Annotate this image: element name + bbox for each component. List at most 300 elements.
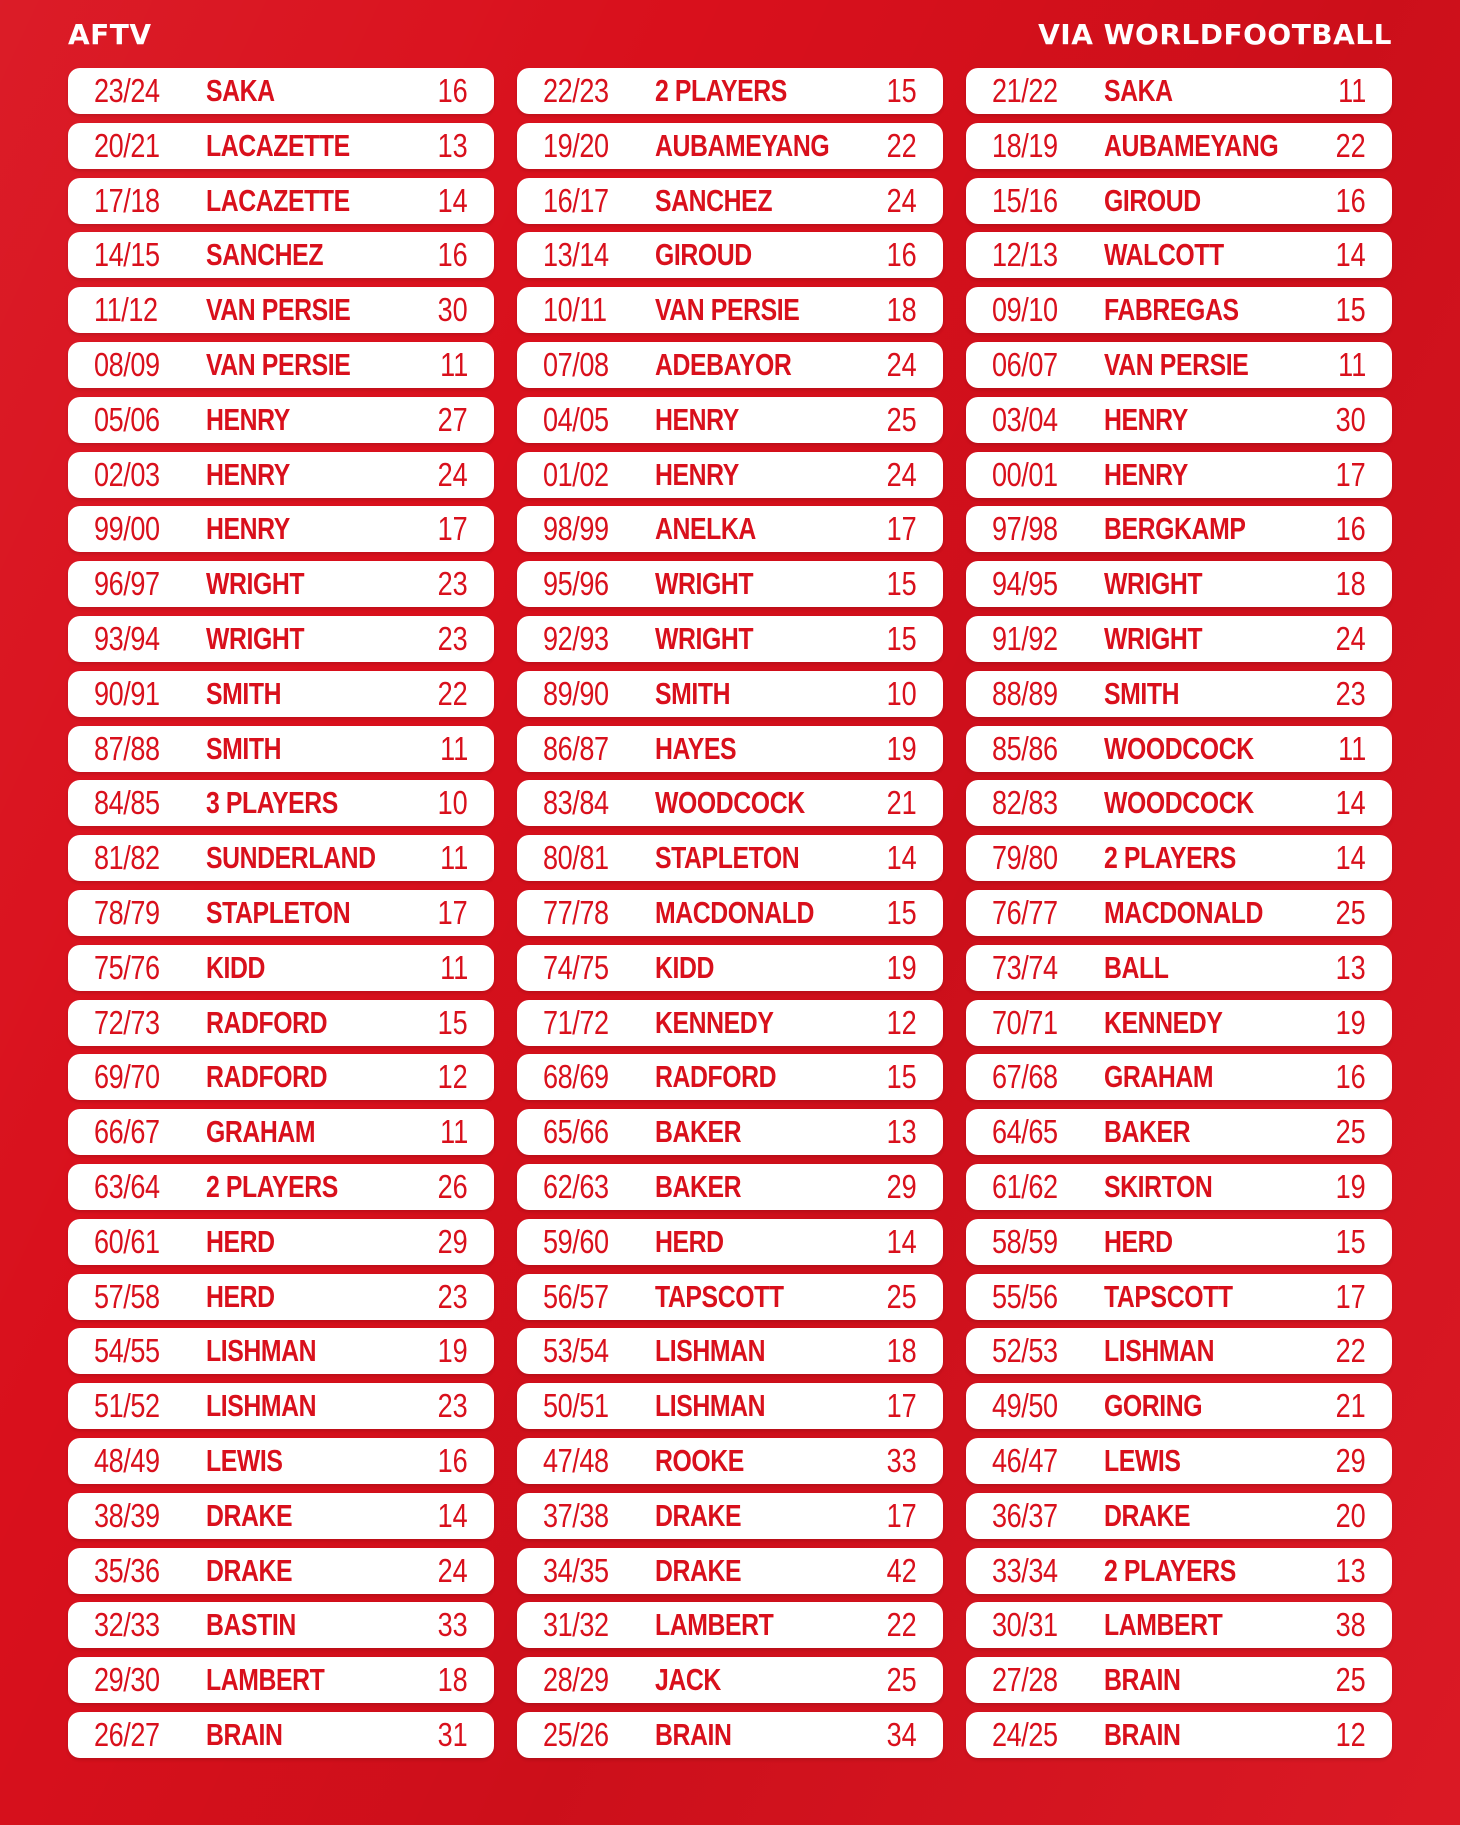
source-credit: VIA WORLDFOOTBALL (1038, 18, 1392, 51)
season-row (68, 561, 494, 607)
top-scorers-grid (68, 68, 1392, 1767)
goal-count: 33 (886, 1441, 917, 1479)
season-label: 29/30 (94, 1661, 160, 1699)
player-name: SMITH (206, 675, 282, 711)
season-row (966, 1657, 1392, 1703)
goal-count: 11 (1337, 72, 1366, 109)
player-name: AUBAMEYANG (655, 127, 830, 163)
goal-count: 42 (886, 1551, 917, 1589)
goal-count: 18 (886, 291, 917, 329)
season-row (517, 178, 943, 224)
season-row (517, 1328, 943, 1374)
goal-count: 19 (1335, 1167, 1366, 1205)
season-row (68, 1383, 494, 1429)
season-label: 67/68 (992, 1058, 1058, 1096)
player-name: AUBAMEYANG (1104, 127, 1279, 163)
player-name: GIROUD (655, 237, 752, 273)
season-row (517, 561, 943, 607)
goal-count: 12 (1335, 1715, 1366, 1753)
player-name: KIDD (655, 949, 715, 985)
season-row (517, 780, 943, 826)
season-label: 92/93 (543, 619, 609, 657)
season-row (517, 287, 943, 333)
season-label: 33/34 (992, 1551, 1058, 1589)
season-label: 81/82 (94, 839, 160, 877)
season-label: 06/07 (992, 345, 1058, 383)
season-row (68, 671, 494, 717)
season-label: 24/25 (992, 1715, 1058, 1753)
player-name: 2 PLAYERS (206, 1168, 338, 1204)
player-name: MACDONALD (655, 894, 814, 930)
player-name: STAPLETON (206, 894, 351, 930)
goal-count: 30 (437, 291, 468, 329)
season-row (68, 287, 494, 333)
player-name: BAKER (655, 1168, 742, 1204)
player-name: ROOKE (655, 1442, 744, 1478)
season-label: 75/76 (94, 948, 160, 986)
goal-count: 24 (437, 455, 468, 493)
season-row (966, 1712, 1392, 1758)
season-label: 07/08 (543, 345, 609, 383)
goal-count: 31 (437, 1715, 468, 1753)
goal-count: 23 (1335, 674, 1366, 712)
season-label: 91/92 (992, 619, 1058, 657)
season-label: 56/57 (543, 1277, 609, 1315)
goal-count: 11 (1337, 345, 1366, 383)
player-name: HENRY (1104, 456, 1188, 492)
player-name: 3 PLAYERS (206, 785, 338, 821)
player-name: WRIGHT (1104, 620, 1203, 656)
season-label: 78/79 (94, 893, 160, 931)
goal-count: 30 (1335, 400, 1366, 438)
player-name: KIDD (206, 949, 266, 985)
goal-count: 22 (1335, 1332, 1366, 1370)
season-label: 25/26 (543, 1715, 609, 1753)
player-name: DRAKE (206, 1497, 293, 1533)
season-column (966, 68, 1392, 1767)
player-name: ANELKA (655, 511, 756, 547)
season-label: 28/29 (543, 1661, 609, 1699)
season-row (68, 780, 494, 826)
season-label: 60/61 (94, 1222, 160, 1260)
goal-count: 26 (437, 1167, 468, 1205)
season-row (517, 1493, 943, 1539)
player-name: JACK (655, 1662, 721, 1698)
season-row (966, 1328, 1392, 1374)
season-label: 52/53 (992, 1332, 1058, 1370)
season-row (966, 452, 1392, 498)
season-row (966, 780, 1392, 826)
season-row (517, 1109, 943, 1155)
player-name: SUNDERLAND (206, 840, 376, 876)
season-row (966, 945, 1392, 991)
season-label: 26/27 (94, 1715, 160, 1753)
player-name: HENRY (206, 401, 290, 437)
season-label: 15/16 (992, 181, 1058, 219)
season-row (68, 1548, 494, 1594)
player-name: LEWIS (1104, 1442, 1181, 1478)
season-row (68, 342, 494, 388)
season-label: 69/70 (94, 1058, 160, 1096)
season-label: 65/66 (543, 1113, 609, 1151)
player-name: HENRY (206, 511, 290, 547)
goal-count: 23 (437, 565, 468, 603)
season-row (68, 232, 494, 278)
season-row (517, 1383, 943, 1429)
goal-count: 12 (437, 1058, 468, 1096)
goal-count: 14 (1335, 839, 1366, 877)
player-name: GIROUD (1104, 182, 1201, 218)
season-label: 64/65 (992, 1113, 1058, 1151)
player-name: LISHMAN (655, 1388, 766, 1424)
season-row (517, 397, 943, 443)
player-name: VAN PERSIE (206, 292, 351, 328)
player-name: TAPSCOTT (655, 1278, 784, 1314)
player-name: HENRY (206, 456, 290, 492)
player-name: WRIGHT (206, 620, 305, 656)
season-row (966, 1164, 1392, 1210)
player-name: LISHMAN (206, 1333, 317, 1369)
goal-count: 11 (439, 345, 468, 383)
season-row (966, 616, 1392, 662)
player-name: TAPSCOTT (1104, 1278, 1233, 1314)
player-name: STAPLETON (655, 840, 800, 876)
season-row (966, 1602, 1392, 1648)
player-name: DRAKE (1104, 1497, 1191, 1533)
season-label: 76/77 (992, 893, 1058, 931)
season-row (966, 287, 1392, 333)
goal-count: 11 (1337, 729, 1366, 767)
season-column (517, 68, 943, 1767)
goal-count: 29 (437, 1222, 468, 1260)
player-name: BRAIN (1104, 1662, 1181, 1698)
season-label: 68/69 (543, 1058, 609, 1096)
player-name: RADFORD (206, 1059, 328, 1095)
season-label: 77/78 (543, 893, 609, 931)
player-name: HERD (655, 1223, 724, 1259)
player-name: GORING (1104, 1388, 1203, 1424)
goal-count: 17 (1335, 1277, 1366, 1315)
season-row (68, 397, 494, 443)
player-name: BRAIN (1104, 1716, 1181, 1752)
goal-count: 19 (437, 1332, 468, 1370)
season-row (68, 1164, 494, 1210)
goal-count: 17 (1335, 455, 1366, 493)
player-name: LAMBERT (206, 1662, 325, 1698)
goal-count: 33 (437, 1606, 468, 1644)
goal-count: 18 (1335, 565, 1366, 603)
goal-count: 24 (886, 455, 917, 493)
season-row (966, 1000, 1392, 1046)
player-name: WALCOTT (1104, 237, 1224, 273)
season-label: 59/60 (543, 1222, 609, 1260)
goal-count: 19 (886, 948, 917, 986)
season-label: 30/31 (992, 1606, 1058, 1644)
goal-count: 15 (886, 619, 917, 657)
season-row (966, 1054, 1392, 1100)
season-row (966, 561, 1392, 607)
season-row (68, 835, 494, 881)
season-row (517, 1602, 943, 1648)
goal-count: 23 (437, 619, 468, 657)
player-name: HERD (206, 1223, 275, 1259)
season-row (517, 1548, 943, 1594)
player-name: 2 PLAYERS (1104, 840, 1236, 876)
season-row (68, 68, 494, 114)
goal-count: 16 (437, 72, 468, 109)
season-label: 38/39 (94, 1496, 160, 1534)
goal-count: 38 (1335, 1606, 1366, 1644)
player-name: SANCHEZ (655, 182, 773, 218)
season-label: 32/33 (94, 1606, 160, 1644)
season-row (517, 835, 943, 881)
goal-count: 22 (886, 126, 917, 164)
goal-count: 23 (437, 1387, 468, 1425)
header (68, 18, 1392, 52)
goal-count: 21 (886, 784, 917, 822)
season-row (966, 68, 1392, 114)
season-row (517, 616, 943, 662)
season-label: 97/98 (992, 510, 1058, 548)
season-label: 35/36 (94, 1551, 160, 1589)
player-name: HENRY (655, 401, 739, 437)
season-row (517, 1657, 943, 1703)
player-name: RADFORD (206, 1004, 328, 1040)
player-name: WRIGHT (655, 620, 754, 656)
season-row (517, 1438, 943, 1484)
season-row (68, 1219, 494, 1265)
goal-count: 15 (886, 565, 917, 603)
season-row (68, 123, 494, 169)
player-name: LAMBERT (1104, 1607, 1223, 1643)
season-label: 18/19 (992, 126, 1058, 164)
season-row (68, 506, 494, 552)
player-name: 2 PLAYERS (1104, 1552, 1236, 1588)
season-label: 36/37 (992, 1496, 1058, 1534)
season-row (517, 890, 943, 936)
season-row (517, 123, 943, 169)
goal-count: 25 (886, 1661, 917, 1699)
goal-count: 14 (1335, 236, 1366, 274)
goal-count: 19 (886, 729, 917, 767)
season-label: 99/00 (94, 510, 160, 548)
season-label: 84/85 (94, 784, 160, 822)
goal-count: 16 (1335, 181, 1366, 219)
player-name: LAMBERT (655, 1607, 774, 1643)
goal-count: 14 (1335, 784, 1366, 822)
player-name: MACDONALD (1104, 894, 1263, 930)
season-label: 79/80 (992, 839, 1058, 877)
season-row (68, 1493, 494, 1539)
season-label: 87/88 (94, 729, 160, 767)
season-label: 70/71 (992, 1003, 1058, 1041)
season-row (966, 178, 1392, 224)
season-label: 74/75 (543, 948, 609, 986)
season-row (966, 1493, 1392, 1539)
season-row (517, 1054, 943, 1100)
season-row (966, 726, 1392, 772)
player-name: HAYES (655, 730, 737, 766)
goal-count: 18 (437, 1661, 468, 1699)
goal-count: 16 (437, 236, 468, 274)
season-label: 19/20 (543, 126, 609, 164)
season-label: 47/48 (543, 1441, 609, 1479)
player-name: SANCHEZ (206, 237, 324, 273)
season-label: 58/59 (992, 1222, 1058, 1260)
season-label: 23/24 (94, 72, 160, 109)
season-label: 21/22 (992, 72, 1058, 109)
goal-count: 14 (437, 181, 468, 219)
season-label: 34/35 (543, 1551, 609, 1589)
player-name: SAKA (1104, 73, 1173, 108)
goal-count: 10 (437, 784, 468, 822)
season-label: 54/55 (94, 1332, 160, 1370)
goal-count: 17 (886, 1496, 917, 1534)
season-label: 10/11 (543, 291, 607, 329)
goal-count: 23 (437, 1277, 468, 1315)
season-label: 62/63 (543, 1167, 609, 1205)
goal-count: 16 (1335, 1058, 1366, 1096)
season-row (966, 890, 1392, 936)
season-label: 88/89 (992, 674, 1058, 712)
goal-count: 25 (886, 400, 917, 438)
season-column (68, 68, 494, 1767)
player-name: BRAIN (655, 1716, 732, 1752)
season-label: 51/52 (94, 1387, 160, 1425)
goal-count: 13 (1335, 1551, 1366, 1589)
player-name: HERD (1104, 1223, 1173, 1259)
goal-count: 11 (439, 1113, 468, 1151)
goal-count: 12 (886, 1003, 917, 1041)
season-label: 20/21 (94, 126, 160, 164)
season-row (966, 506, 1392, 552)
goal-count: 15 (886, 1058, 917, 1096)
goal-count: 24 (886, 181, 917, 219)
goal-count: 25 (1335, 1661, 1366, 1699)
season-row (68, 1602, 494, 1648)
player-name: LEWIS (206, 1442, 283, 1478)
player-name: KENNEDY (1104, 1004, 1223, 1040)
goal-count: 19 (1335, 1003, 1366, 1041)
season-row (517, 726, 943, 772)
season-label: 85/86 (992, 729, 1058, 767)
goal-count: 21 (1335, 1387, 1366, 1425)
season-label: 53/54 (543, 1332, 609, 1370)
player-name: HENRY (655, 456, 739, 492)
player-name: VAN PERSIE (206, 346, 351, 382)
season-label: 27/28 (992, 1661, 1058, 1699)
season-label: 93/94 (94, 619, 160, 657)
goal-count: 20 (1335, 1496, 1366, 1534)
season-row (966, 232, 1392, 278)
goal-count: 16 (437, 1441, 468, 1479)
season-label: 37/38 (543, 1496, 609, 1534)
goal-count: 29 (886, 1167, 917, 1205)
season-label: 17/18 (94, 181, 160, 219)
goal-count: 18 (886, 1332, 917, 1370)
season-label: 73/74 (992, 948, 1058, 986)
season-label: 66/67 (94, 1113, 160, 1151)
season-row (68, 616, 494, 662)
player-name: SAKA (206, 73, 275, 108)
season-row (517, 452, 943, 498)
season-row (517, 1219, 943, 1265)
brand-logo-text: AFTV (68, 18, 152, 51)
season-row (517, 671, 943, 717)
goal-count: 17 (437, 893, 468, 931)
player-name: DRAKE (655, 1497, 742, 1533)
season-label: 13/14 (543, 236, 609, 274)
season-label: 96/97 (94, 565, 160, 603)
goal-count: 14 (437, 1496, 468, 1534)
season-row (517, 68, 943, 114)
goal-count: 22 (886, 1606, 917, 1644)
player-name: VAN PERSIE (655, 292, 800, 328)
player-name: BASTIN (206, 1607, 296, 1643)
player-name: BALL (1104, 949, 1169, 985)
player-name: LISHMAN (655, 1333, 766, 1369)
season-row (68, 178, 494, 224)
season-label: 95/96 (543, 565, 609, 603)
season-row (517, 1712, 943, 1758)
season-row (68, 1000, 494, 1046)
season-row (68, 890, 494, 936)
season-row (68, 1712, 494, 1758)
season-label: 55/56 (992, 1277, 1058, 1315)
season-label: 04/05 (543, 400, 609, 438)
season-label: 63/64 (94, 1167, 160, 1205)
goal-count: 24 (1335, 619, 1366, 657)
season-row (966, 1383, 1392, 1429)
season-label: 80/81 (543, 839, 609, 877)
season-label: 09/10 (992, 291, 1058, 329)
goal-count: 25 (1335, 893, 1366, 931)
goal-count: 17 (437, 510, 468, 548)
goal-count: 16 (1335, 510, 1366, 548)
goal-count: 11 (439, 948, 468, 986)
season-row (966, 1219, 1392, 1265)
season-row (517, 506, 943, 552)
season-label: 57/58 (94, 1277, 160, 1315)
goal-count: 27 (437, 400, 468, 438)
goal-count: 25 (886, 1277, 917, 1315)
goal-count: 17 (886, 510, 917, 548)
goal-count: 22 (437, 674, 468, 712)
player-name: BAKER (1104, 1114, 1191, 1150)
season-label: 83/84 (543, 784, 609, 822)
season-row (68, 1109, 494, 1155)
player-name: SKIRTON (1104, 1168, 1213, 1204)
player-name: WOODCOCK (1104, 785, 1254, 821)
season-row (966, 342, 1392, 388)
player-name: WOODCOCK (1104, 730, 1254, 766)
season-label: 11/12 (94, 291, 158, 329)
goal-count: 11 (439, 729, 468, 767)
season-label: 01/02 (543, 455, 609, 493)
goal-count: 25 (1335, 1113, 1366, 1151)
player-name: WRIGHT (206, 566, 305, 602)
player-name: DRAKE (206, 1552, 293, 1588)
season-label: 02/03 (94, 455, 160, 493)
goal-count: 15 (886, 72, 917, 109)
player-name: WRIGHT (1104, 566, 1203, 602)
season-label: 05/06 (94, 400, 160, 438)
season-row (68, 726, 494, 772)
goal-count: 15 (437, 1003, 468, 1041)
season-label: 03/04 (992, 400, 1058, 438)
season-label: 08/09 (94, 345, 160, 383)
season-label: 86/87 (543, 729, 609, 767)
